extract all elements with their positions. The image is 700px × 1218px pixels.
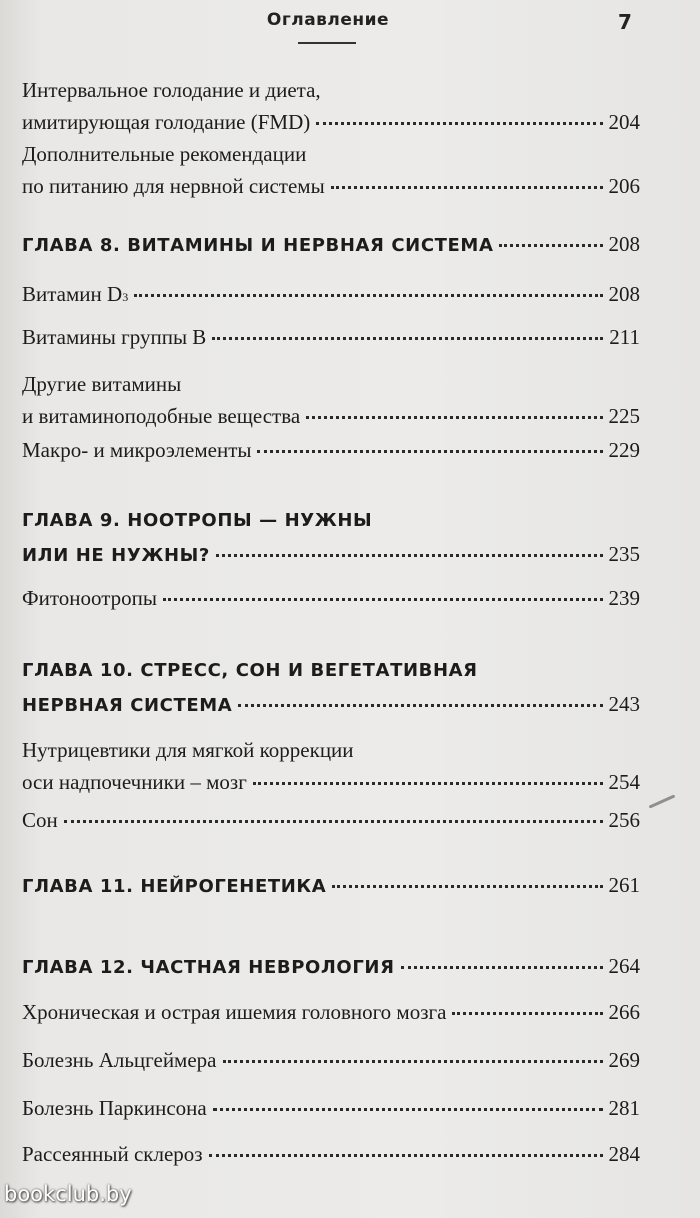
- toc-entry-title: Фитоноотропы: [22, 586, 157, 610]
- toc-entry-title: по питанию для нервной системы: [22, 174, 325, 198]
- dot-leader: [401, 966, 603, 969]
- page-header: [0, 8, 700, 48]
- toc-entry-title: ГЛАВА 11. НЕЙРОГЕНЕТИКА: [22, 876, 327, 897]
- dot-leader: [257, 450, 602, 453]
- toc-entry-line: [22, 372, 640, 404]
- toc-section-entry: [22, 438, 640, 470]
- toc-section-entry: [22, 738, 640, 802]
- toc-entry-line: [22, 232, 640, 264]
- toc-page-number: 211: [609, 325, 640, 349]
- toc-entry-line: [22, 770, 640, 802]
- toc-section-entry: [22, 1000, 640, 1032]
- toc-entry-line: [22, 873, 640, 905]
- toc-page-number: 235: [608, 542, 640, 566]
- toc-page-number: 229: [608, 438, 640, 462]
- toc-section-entry: [22, 808, 640, 840]
- dot-leader: [452, 1012, 602, 1015]
- toc-entry-line: [22, 78, 640, 110]
- toc-page-number: 281: [608, 1096, 640, 1120]
- toc-page-number: 204: [608, 110, 640, 134]
- toc-entry-title: ГЛАВА 10. СТРЕСС, СОН И ВЕГЕТАТИВНАЯ: [22, 660, 478, 681]
- toc-page-number: 254: [608, 770, 640, 794]
- toc-entry-line: [22, 586, 640, 618]
- toc-entry-title: Витамин D: [22, 282, 123, 306]
- toc-chapter-entry: [22, 232, 640, 264]
- toc-page-number: 239: [608, 586, 640, 610]
- dot-leader: [213, 1108, 603, 1111]
- header-title: Оглавление: [266, 10, 390, 30]
- dot-leader: [223, 1060, 603, 1063]
- toc-entry-line: [22, 738, 640, 770]
- header-underline: [298, 42, 356, 44]
- toc-section-entry: [22, 586, 640, 618]
- toc-entry-title: ГЛАВА 9. НООТРОПЫ — НУЖНЫ: [22, 510, 373, 531]
- toc-section-entry: [22, 325, 640, 357]
- toc-page-number: 243: [608, 692, 640, 716]
- toc-entry-title: Рассеянный склероз: [22, 1142, 203, 1166]
- toc-entry-line: [22, 142, 640, 174]
- toc-entry-title: ГЛАВА 12. ЧАСТНАЯ НЕВРОЛОГИЯ: [22, 957, 395, 978]
- toc-entry-line: [22, 282, 640, 314]
- toc-entry-line: [22, 808, 640, 840]
- toc-entry-title: Интервальное голодание и диета,: [22, 78, 321, 102]
- toc-page-number: 206: [608, 174, 640, 198]
- toc-entry-title: Болезнь Альцгеймера: [22, 1048, 217, 1072]
- toc-entry-line: [22, 174, 640, 206]
- toc-section-entry: [22, 78, 640, 142]
- toc-entry-line: [22, 954, 640, 986]
- dot-leader: [499, 244, 602, 247]
- toc-page-number: 264: [608, 954, 640, 978]
- dot-leader: [64, 820, 603, 823]
- toc-entry-title: оси надпочечники – мозг: [22, 770, 247, 794]
- toc-page-number: 225: [608, 404, 640, 428]
- toc-entry-title: имитирующая голодание (FMD): [22, 110, 311, 134]
- dot-leader: [332, 885, 602, 888]
- watermark: bookclub.by: [4, 1182, 132, 1206]
- dot-leader: [163, 598, 603, 601]
- toc-chapter-entry: [22, 660, 640, 724]
- toc-page-number: 266: [608, 1000, 640, 1024]
- toc-entry-title: ГЛАВА 8. ВИТАМИНЫ И НЕРВНАЯ СИСТЕМА: [22, 235, 494, 256]
- dot-leader: [306, 416, 602, 419]
- toc-page-number: 269: [608, 1048, 640, 1072]
- toc-entry-line: [22, 542, 640, 574]
- toc-entry-line: [22, 325, 640, 357]
- toc-entry-line: [22, 510, 640, 542]
- toc-section-entry: [22, 142, 640, 206]
- toc-chapter-entry: [22, 510, 640, 574]
- toc-entry-line: [22, 660, 640, 692]
- toc-entry-title: НЕРВНАЯ СИСТЕМА: [22, 695, 233, 716]
- toc-page-number: 256: [608, 808, 640, 832]
- toc-entry-line: [22, 1096, 640, 1128]
- toc-section-entry: [22, 1048, 640, 1080]
- toc-section-entry: [22, 282, 640, 314]
- pencil-mark: [649, 794, 676, 808]
- toc-section-entry: [22, 1096, 640, 1128]
- toc-page-number: 261: [608, 873, 640, 897]
- toc-entry-line: [22, 1048, 640, 1080]
- toc-entry-title: Макро- и микроэлементы: [22, 438, 252, 462]
- subscript: 3: [122, 290, 129, 304]
- toc-page-number: 208: [608, 282, 640, 306]
- toc-section-entry: [22, 1142, 640, 1174]
- dot-leader: [253, 782, 603, 785]
- toc-entry-line: [22, 404, 640, 436]
- toc-entry-title: ИЛИ НЕ НУЖНЫ?: [22, 545, 210, 566]
- toc-entry-title: Хроническая и острая ишемия головного мозга: [22, 1000, 447, 1024]
- toc-entry-line: [22, 438, 640, 470]
- toc-entry-title: и витаминоподобные вещества: [22, 404, 301, 428]
- dot-leader: [316, 122, 602, 125]
- toc-entry-title: Витамины группы В: [22, 325, 207, 349]
- dot-leader: [238, 704, 602, 707]
- dot-leader: [216, 554, 603, 557]
- toc-entry-title: Нутрицевтики для мягкой коррекции: [22, 738, 354, 762]
- toc-page-number: 284: [608, 1142, 640, 1166]
- page-number: 7: [618, 10, 632, 34]
- toc-chapter-entry: [22, 954, 640, 986]
- toc-entry-title: Болезнь Паркинсона: [22, 1096, 207, 1120]
- toc-entry-line: [22, 1000, 640, 1032]
- toc-entry-title: Сон: [22, 808, 58, 832]
- toc-chapter-entry: [22, 873, 640, 905]
- toc-entry-title: Дополнительные рекомендации: [22, 142, 307, 166]
- toc-entry-line: [22, 110, 640, 142]
- dot-leader: [331, 186, 603, 189]
- toc-section-entry: [22, 372, 640, 436]
- toc-entry-line: [22, 1142, 640, 1174]
- dot-leader: [212, 337, 603, 340]
- toc-entry-title: Другие витамины: [22, 372, 182, 396]
- dot-leader: [134, 294, 602, 297]
- toc-entry-line: [22, 692, 640, 724]
- dot-leader: [209, 1154, 603, 1157]
- toc-page-number: 208: [608, 232, 640, 256]
